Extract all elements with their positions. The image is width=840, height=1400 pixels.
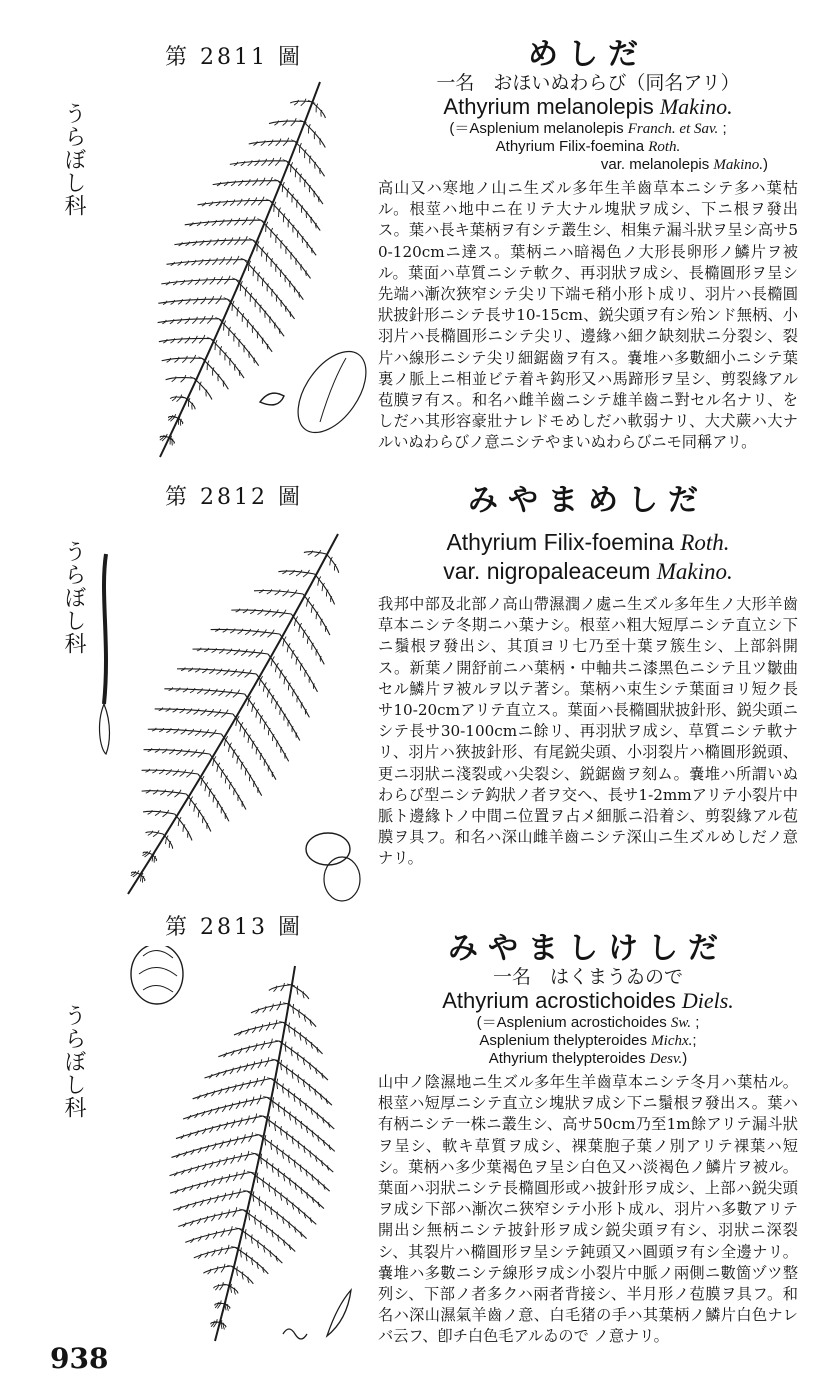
- figure-label: 第 2813 圖: [165, 915, 303, 940]
- sorus-detail-drawing: [283, 1329, 307, 1339]
- fern-frond-drawing: [128, 534, 339, 894]
- family-label: うらぼし科: [61, 1004, 86, 1119]
- synonym-line: Athyrium thelypteroides Desv.): [488, 1050, 688, 1067]
- fern-illustration-2813: [95, 946, 370, 1346]
- figure-label: 第 2811 圖: [165, 45, 303, 70]
- scientific-author: Makino.: [659, 94, 733, 119]
- synonym-line: (＝Asplenium melanolepis Franch. et Sav. ;: [449, 120, 727, 137]
- scientific-author: Roth.: [680, 530, 730, 555]
- entry-text: [378, 932, 798, 1348]
- sorus-detail-drawing: [284, 339, 375, 444]
- fern-frond-drawing: [158, 82, 326, 457]
- synonym-line: Asplenium thelypteroides Michx.;: [479, 1032, 697, 1049]
- rhizome-detail-drawing: [100, 554, 110, 754]
- family-label: うらぼし科: [61, 540, 86, 655]
- scientific-name: [378, 528, 798, 557]
- scientific-binomial: Athyrium melanolepis: [443, 94, 654, 119]
- pinnule-detail-drawing: [260, 393, 284, 405]
- alternate-name: 一名 はくまうゐので: [492, 966, 683, 988]
- pinnule-detail-drawing: [327, 1290, 351, 1336]
- entry-text: [378, 38, 798, 454]
- description: 我邦中部及北部ノ高山帶濕潤ノ處ニ生ズル多年生ノ大形羊齒草本ニシテ冬期ニハ葉ナシ。根莖ハ粗大短厚ニシテ直立シ下ニ鬚根ヲ發出シ、其頂ヨリ七乃至十葉ヲ簇生シ、上部斜開ス。新葉ノ開舒前ニハ葉柄・中軸共ニ漆黑色ニシテ且ツ皺曲セル鱗片ヲ被ルヲ以テ著シ。葉柄ハ束生シテ葉面ヨリ短ク長サ10-20cmアリテ直立ス。葉面ハ長橢圓狀披針形、鋭尖頭ニシテ長サ30-100cmニ餘リ、再羽狀ヲ成シ、草質ニシテ軟ナリ、羽片ハ狹披針形、有尾鋭尖頭、小羽裂片ハ橢圓形鋭頭、更ニ羽狀ニ淺裂或ハ尖裂シ、鋭鋸齒ヲ刻ム。嚢堆ハ所謂いぬわらび型ニシテ鈎狀ノ者ヲ交ヘ、長サ1-2mmアリテ小裂片中脈ト邊緣トノ中間ニ位置ヲ占メ細脈ニ沿着シ、剪裂緣アル苞膜ヲ具フ。和名ハ深山雌羊齒ニシテ深山ニ生ズルめしだノ意ナリ。: [378, 595, 798, 868]
- entry-2813: [0, 908, 840, 1348]
- scientific-name: [378, 988, 798, 1014]
- variety-name: var. nigropaleaceum: [443, 558, 651, 584]
- scientific-variety: [378, 557, 798, 586]
- synonym-line: Athyrium Filix-foemina Roth.: [495, 138, 681, 155]
- description: 山中ノ陰濕地ニ生ズル多年生羊齒草本ニシテ冬月ハ葉枯ル。根莖ハ短厚ニシテ直立シ塊狀ヲ成シ下ニ鬚根ヲ發出ス。葉ハ有柄ニシテ一株ニ叢生シ、高サ50cm乃至1m餘アリテ漏斗狀ヲ呈シ、軟キ草質ヲ成シ、裸葉胞子葉ノ別アリテ裸葉ハ短シ。葉柄ハ多少葉褐色ヲ呈シ白色又ハ淡褐色ノ鱗片ヲ被ル。葉面ハ羽狀ニシテ長橢圓形或ハ披針形ヲ成シ、上部ハ鋭尖頭ヲ成シ下部ハ漸次ニ狹窄シテ小形ト成ル、羽片ハ多數アリテ開出シ無柄ニシテ披針形ヲ成シ鋭尖頭ヲ有シ、羽狀ニ深裂シ、其裂片ハ橢圓形ヲ呈シテ鈍頭又ハ圓頭ヲ有シ全邊ナリ。嚢堆ハ多數ニシテ線形ヲ成シ小裂片中脈ノ兩側ニ數箇ヅツ整列シ、下部ノ者多クハ兩者背接シ、半月形ノ苞膜ヲ具フ。和名ハ深山濕氣羊齒ノ意、白毛猪の手ハ其葉柄ノ鱗片白色ナレバ云フ、卽チ白色毛アルゐので ノ意ナリ。: [378, 1073, 798, 1346]
- fern-illustration-2811: [100, 72, 375, 467]
- scientific-name: [378, 94, 798, 120]
- japanese-name: みやましけしだ: [448, 931, 728, 966]
- entry-text: [378, 484, 798, 870]
- japanese-name: みやまめしだ: [468, 483, 708, 518]
- synonym-line: (＝Asplenium acrostichoides Sw. ;: [476, 1014, 700, 1031]
- scientific-binomial: Athyrium Filix-foemina: [446, 529, 674, 555]
- scientific-author: Diels.: [681, 988, 734, 1013]
- fern-illustration-2812: [88, 514, 363, 909]
- entry-2811: [0, 0, 840, 480]
- scientific-binomial: Athyrium acrostichoides: [442, 988, 676, 1013]
- fiddlehead-detail-drawing: [131, 946, 183, 1004]
- japanese-name: めしだ: [528, 37, 648, 72]
- page-number: 938: [50, 1342, 109, 1375]
- entry-2812: [0, 478, 840, 918]
- alternate-name: 一名 おほいぬわらび（同名アリ）: [436, 72, 740, 94]
- sorus-detail-drawing: [306, 833, 360, 901]
- figure-label: 第 2812 圖: [165, 485, 303, 510]
- family-label: うらぼし科: [61, 102, 86, 217]
- description: 高山又ハ寒地ノ山ニ生ズル多年生羊齒草本ニシテ多ハ葉枯ル。根莖ハ地中ニ在リテ大ナル塊狀ヲ成シ、下ニ根ヲ發出ス。葉ハ長キ葉柄ヲ有シテ叢生シ、相集テ漏斗狀ヲ呈シ高サ50-120cmニ達ス。葉柄ニハ暗褐色ノ大形長卵形ノ鱗片ヲ被ル。葉面ハ草質ニシテ軟ク、再羽狀ヲ成シ、長橢圓形ヲ呈シ先端ハ漸次狹窄シテ尖リ下端モ稍小形ト成リ、羽片ハ長橢圓狀披針形ニシテ長サ10-15cm、鋭尖頭ヲ有シ殆ンド無柄、小羽片ハ長橢圓形ニシテ尖リ、邊緣ハ細ク缺刻狀ニ分裂シ、裂片ハ線形ニシテ尖リ細鋸齒ヲ有ス。嚢堆ハ多數細小ニシテ葉裏ノ脈上ニ相並ビテ着キ鈎形又ハ馬蹄形ヲ呈シ、剪裂緣アル苞膜ヲ有ス。和名ハ雌羊齒ニシテ雄羊齒ニ對セル名ナリ、をしだハ其形容豪壯ナレドモめしだハ軟弱ナリ、大犬蕨ハ大ナルいぬわらびノ意ニシテやまいぬわらびニモ同稱アリ。: [378, 179, 798, 452]
- variety-author: Makino.: [656, 559, 733, 584]
- fern-frond-drawing: [170, 966, 335, 1341]
- synonym-line: var. melanolepis Makino.): [600, 156, 768, 173]
